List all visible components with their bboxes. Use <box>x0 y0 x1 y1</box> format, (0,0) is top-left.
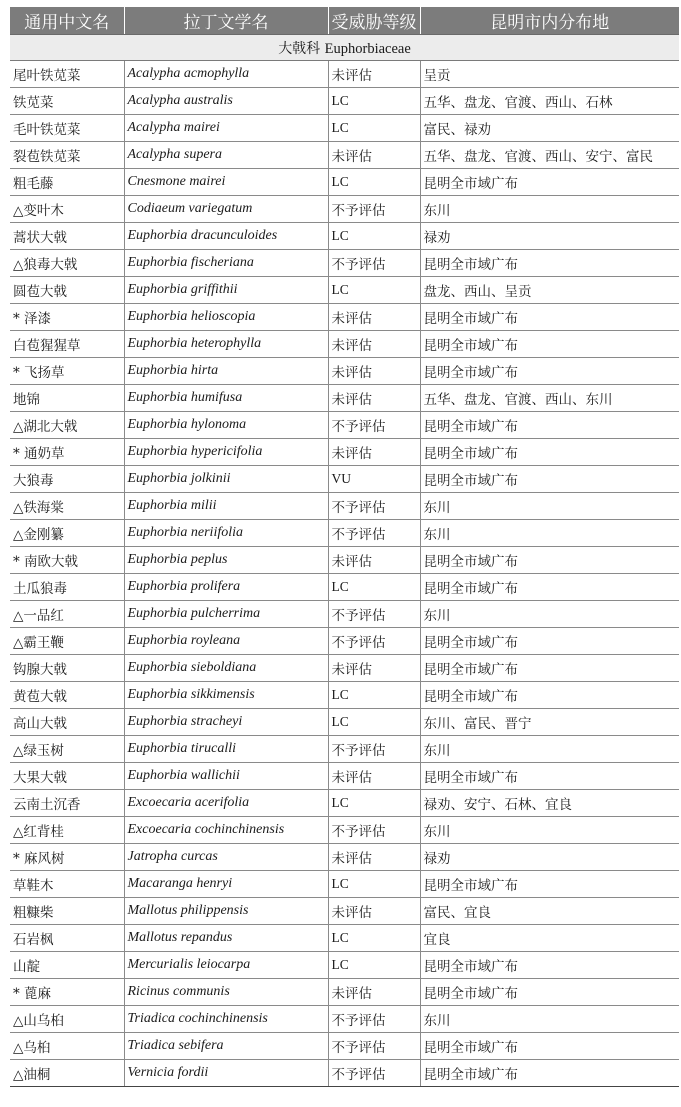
cell-latin-name: Triadica sebifera <box>124 1033 328 1060</box>
cell-distribution: 宜良 <box>420 925 679 952</box>
table-row <box>10 196 679 223</box>
cell-chinese-name: * 飞扬草 <box>10 358 124 385</box>
cell-distribution: 昆明全市域广布 <box>420 871 679 898</box>
header-latin-name: 拉丁文学名 <box>124 7 328 35</box>
cell-chinese-name: △湖北大戟 <box>10 412 124 439</box>
cell-chinese-name: 地锦 <box>10 385 124 412</box>
table-row <box>10 1006 679 1033</box>
cell-threat-level: LC <box>328 277 420 304</box>
cell-distribution: 五华、盘龙、官渡、西山、东川 <box>420 385 679 412</box>
cell-latin-name: Acalypha australis <box>124 88 328 115</box>
cell-chinese-name: 毛叶铁苋菜 <box>10 115 124 142</box>
table-row <box>10 952 679 979</box>
cell-threat-level: VU <box>328 466 420 493</box>
header-threat-level: 受威胁等级 <box>328 7 420 35</box>
cell-threat-level: LC <box>328 169 420 196</box>
cell-distribution: 昆明全市域广布 <box>420 628 679 655</box>
cell-chinese-name: * 麻风树 <box>10 844 124 871</box>
cell-distribution: 昆明全市域广布 <box>420 979 679 1006</box>
header-row <box>10 7 679 35</box>
cell-chinese-name: △乌桕 <box>10 1033 124 1060</box>
cell-threat-level: 不予评估 <box>328 1033 420 1060</box>
table-row <box>10 844 679 871</box>
cell-chinese-name: △变叶木 <box>10 196 124 223</box>
cell-threat-level: LC <box>328 952 420 979</box>
cell-distribution: 昆明全市域广布 <box>420 547 679 574</box>
table-row <box>10 358 679 385</box>
table-row <box>10 709 679 736</box>
table-body <box>10 35 679 1087</box>
cell-distribution: 昆明全市域广布 <box>420 304 679 331</box>
cell-chinese-name: 钩腺大戟 <box>10 655 124 682</box>
table-row <box>10 655 679 682</box>
cell-distribution: 昆明全市域广布 <box>420 1033 679 1060</box>
cell-latin-name: Excoecaria cochinchinensis <box>124 817 328 844</box>
cell-latin-name: Euphorbia peplus <box>124 547 328 574</box>
cell-chinese-name: 粗毛藤 <box>10 169 124 196</box>
cell-threat-level: LC <box>328 790 420 817</box>
cell-latin-name: Acalypha supera <box>124 142 328 169</box>
table-row <box>10 520 679 547</box>
cell-chinese-name: △一品红 <box>10 601 124 628</box>
cell-threat-level: 不予评估 <box>328 196 420 223</box>
cell-distribution: 呈贡 <box>420 61 679 88</box>
cell-chinese-name: 蒿状大戟 <box>10 223 124 250</box>
cell-distribution: 富民、禄劝 <box>420 115 679 142</box>
cell-threat-level: 未评估 <box>328 547 420 574</box>
table-row <box>10 736 679 763</box>
table-row <box>10 628 679 655</box>
cell-latin-name: Euphorbia wallichii <box>124 763 328 790</box>
cell-latin-name: Codiaeum variegatum <box>124 196 328 223</box>
header-distribution: 昆明市内分布地 <box>420 7 679 35</box>
cell-chinese-name: △狼毒大戟 <box>10 250 124 277</box>
table-row <box>10 790 679 817</box>
cell-latin-name: Euphorbia sikkimensis <box>124 682 328 709</box>
cell-latin-name: Triadica cochinchinensis <box>124 1006 328 1033</box>
cell-threat-level: LC <box>328 925 420 952</box>
table-row <box>10 331 679 358</box>
cell-latin-name: Euphorbia pulcherrima <box>124 601 328 628</box>
cell-latin-name: Euphorbia jolkinii <box>124 466 328 493</box>
table-row <box>10 223 679 250</box>
cell-latin-name: Euphorbia prolifera <box>124 574 328 601</box>
table-row <box>10 466 679 493</box>
cell-threat-level: 不予评估 <box>328 1060 420 1087</box>
cell-threat-level: LC <box>328 871 420 898</box>
table-row <box>10 493 679 520</box>
cell-distribution: 禄劝 <box>420 223 679 250</box>
cell-threat-level: LC <box>328 115 420 142</box>
cell-chinese-name: 石岩枫 <box>10 925 124 952</box>
cell-chinese-name: 土瓜狼毒 <box>10 574 124 601</box>
table-row <box>10 763 679 790</box>
cell-distribution: 昆明全市域广布 <box>420 331 679 358</box>
cell-distribution: 东川、富民、晋宁 <box>420 709 679 736</box>
header-chinese-name: 通用中文名 <box>10 7 124 35</box>
cell-distribution: 昆明全市域广布 <box>420 574 679 601</box>
cell-threat-level: 不予评估 <box>328 601 420 628</box>
table-row <box>10 385 679 412</box>
family-chinese-name: 大戟科 <box>278 40 321 57</box>
family-cell <box>10 35 679 61</box>
cell-distribution: 昆明全市域广布 <box>420 763 679 790</box>
cell-latin-name: Euphorbia humifusa <box>124 385 328 412</box>
cell-latin-name: Acalypha acmophylla <box>124 61 328 88</box>
cell-chinese-name: * 蓖麻 <box>10 979 124 1006</box>
cell-threat-level: 未评估 <box>328 385 420 412</box>
cell-chinese-name: 山靛 <box>10 952 124 979</box>
cell-threat-level: 未评估 <box>328 61 420 88</box>
cell-distribution: 东川 <box>420 520 679 547</box>
cell-distribution: 富民、宜良 <box>420 898 679 925</box>
cell-distribution: 禄劝 <box>420 844 679 871</box>
table-row <box>10 142 679 169</box>
cell-threat-level: 未评估 <box>328 331 420 358</box>
cell-chinese-name: △绿玉树 <box>10 736 124 763</box>
cell-threat-level: 未评估 <box>328 979 420 1006</box>
cell-chinese-name: * 泽漆 <box>10 304 124 331</box>
table-row <box>10 898 679 925</box>
cell-chinese-name: 白苞猩猩草 <box>10 331 124 358</box>
cell-threat-level: 不予评估 <box>328 493 420 520</box>
cell-latin-name: Euphorbia neriifolia <box>124 520 328 547</box>
cell-chinese-name: 大果大戟 <box>10 763 124 790</box>
cell-latin-name: Euphorbia hylonoma <box>124 412 328 439</box>
cell-threat-level: 不予评估 <box>328 736 420 763</box>
cell-latin-name: Euphorbia stracheyi <box>124 709 328 736</box>
cell-distribution: 昆明全市域广布 <box>420 952 679 979</box>
cell-latin-name: Euphorbia sieboldiana <box>124 655 328 682</box>
table-row <box>10 277 679 304</box>
cell-threat-level: 不予评估 <box>328 628 420 655</box>
cell-threat-level: LC <box>328 223 420 250</box>
table-row <box>10 601 679 628</box>
table-row <box>10 979 679 1006</box>
cell-latin-name: Jatropha curcas <box>124 844 328 871</box>
family-latin-name: Euphorbiaceae <box>324 40 411 57</box>
table-row <box>10 304 679 331</box>
cell-chinese-name: △铁海棠 <box>10 493 124 520</box>
cell-distribution: 东川 <box>420 1006 679 1033</box>
species-table <box>10 7 679 1087</box>
table-row <box>10 412 679 439</box>
cell-distribution: 五华、盘龙、官渡、西山、安宁、富民 <box>420 142 679 169</box>
cell-latin-name: Acalypha mairei <box>124 115 328 142</box>
cell-threat-level: LC <box>328 682 420 709</box>
table-row <box>10 1033 679 1060</box>
cell-distribution: 盘龙、西山、呈贡 <box>420 277 679 304</box>
cell-latin-name: Euphorbia milii <box>124 493 328 520</box>
table-row <box>10 925 679 952</box>
cell-threat-level: 未评估 <box>328 142 420 169</box>
cell-chinese-name: 粗糠柴 <box>10 898 124 925</box>
cell-chinese-name: 铁苋菜 <box>10 88 124 115</box>
table-header <box>10 7 679 35</box>
cell-distribution: 昆明全市域广布 <box>420 439 679 466</box>
table-row <box>10 547 679 574</box>
cell-distribution: 昆明全市域广布 <box>420 412 679 439</box>
cell-latin-name: Ricinus communis <box>124 979 328 1006</box>
cell-distribution: 昆明全市域广布 <box>420 682 679 709</box>
cell-distribution: 东川 <box>420 493 679 520</box>
cell-latin-name: Euphorbia dracunculoides <box>124 223 328 250</box>
table-row <box>10 115 679 142</box>
cell-distribution: 东川 <box>420 736 679 763</box>
cell-distribution: 东川 <box>420 817 679 844</box>
cell-distribution: 昆明全市域广布 <box>420 250 679 277</box>
cell-latin-name: Euphorbia hypericifolia <box>124 439 328 466</box>
table-row <box>10 574 679 601</box>
cell-chinese-name: * 南欧大戟 <box>10 547 124 574</box>
cell-threat-level: 不予评估 <box>328 1006 420 1033</box>
table-row <box>10 88 679 115</box>
cell-latin-name: Vernicia fordii <box>124 1060 328 1087</box>
cell-chinese-name: △油桐 <box>10 1060 124 1087</box>
cell-latin-name: Euphorbia royleana <box>124 628 328 655</box>
cell-chinese-name: △红背桂 <box>10 817 124 844</box>
table-row <box>10 1060 679 1087</box>
cell-threat-level: 不予评估 <box>328 817 420 844</box>
cell-latin-name: Cnesmone mairei <box>124 169 328 196</box>
cell-distribution: 五华、盘龙、官渡、西山、石林 <box>420 88 679 115</box>
cell-distribution: 昆明全市域广布 <box>420 358 679 385</box>
cell-chinese-name: △霸王鞭 <box>10 628 124 655</box>
cell-chinese-name: * 通奶草 <box>10 439 124 466</box>
cell-latin-name: Euphorbia helioscopia <box>124 304 328 331</box>
cell-distribution: 昆明全市域广布 <box>420 655 679 682</box>
cell-latin-name: Euphorbia fischeriana <box>124 250 328 277</box>
cell-threat-level: 未评估 <box>328 304 420 331</box>
species-table-container <box>10 7 679 1087</box>
table-row <box>10 250 679 277</box>
cell-chinese-name: 大狼毒 <box>10 466 124 493</box>
cell-chinese-name: 草鞋木 <box>10 871 124 898</box>
cell-distribution: 东川 <box>420 601 679 628</box>
cell-threat-level: 未评估 <box>328 358 420 385</box>
cell-threat-level: 不予评估 <box>328 250 420 277</box>
table-row <box>10 817 679 844</box>
cell-threat-level: LC <box>328 88 420 115</box>
cell-chinese-name: 高山大戟 <box>10 709 124 736</box>
cell-latin-name: Euphorbia heterophylla <box>124 331 328 358</box>
cell-threat-level: 不予评估 <box>328 412 420 439</box>
table-row <box>10 61 679 88</box>
cell-distribution: 昆明全市域广布 <box>420 169 679 196</box>
cell-distribution: 禄劝、安宁、石林、宜良 <box>420 790 679 817</box>
cell-chinese-name: 裂苞铁苋菜 <box>10 142 124 169</box>
cell-latin-name: Mallotus repandus <box>124 925 328 952</box>
cell-latin-name: Mallotus philippensis <box>124 898 328 925</box>
table-row <box>10 682 679 709</box>
cell-threat-level: 未评估 <box>328 844 420 871</box>
cell-latin-name: Euphorbia griffithii <box>124 277 328 304</box>
cell-chinese-name: 尾叶铁苋菜 <box>10 61 124 88</box>
table-row <box>10 439 679 466</box>
cell-distribution: 东川 <box>420 196 679 223</box>
cell-latin-name: Excoecaria acerifolia <box>124 790 328 817</box>
cell-chinese-name: 黄苞大戟 <box>10 682 124 709</box>
table-row <box>10 871 679 898</box>
cell-distribution: 昆明全市域广布 <box>420 1060 679 1087</box>
cell-latin-name: Mercurialis leiocarpa <box>124 952 328 979</box>
cell-threat-level: 未评估 <box>328 655 420 682</box>
cell-threat-level: 未评估 <box>328 763 420 790</box>
cell-threat-level: 未评估 <box>328 439 420 466</box>
cell-chinese-name: △山乌桕 <box>10 1006 124 1033</box>
cell-threat-level: 不予评估 <box>328 520 420 547</box>
cell-chinese-name: 云南土沉香 <box>10 790 124 817</box>
cell-latin-name: Macaranga henryi <box>124 871 328 898</box>
cell-latin-name: Euphorbia hirta <box>124 358 328 385</box>
table-row <box>10 169 679 196</box>
family-row <box>10 35 679 61</box>
cell-chinese-name: △金刚纂 <box>10 520 124 547</box>
cell-latin-name: Euphorbia tirucalli <box>124 736 328 763</box>
cell-threat-level: 未评估 <box>328 898 420 925</box>
cell-chinese-name: 圆苞大戟 <box>10 277 124 304</box>
cell-distribution: 昆明全市域广布 <box>420 466 679 493</box>
cell-threat-level: LC <box>328 709 420 736</box>
cell-threat-level: LC <box>328 574 420 601</box>
